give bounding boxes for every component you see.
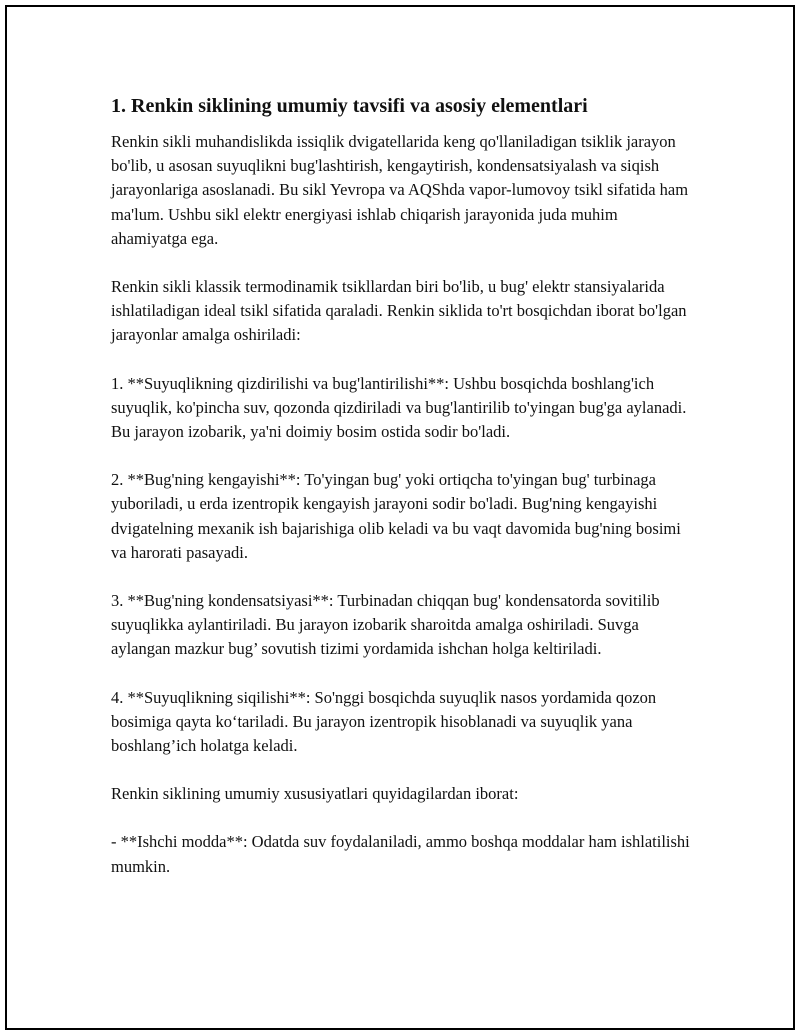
document-title: 1. Renkin siklining umumiy tavsifi va asosiy elementlari bbox=[111, 95, 588, 117]
paragraph-stage-4: 4. **Suyuqlikning siqilishi**: So'nggi bosqichda suyuqlik nasos yordamida qozon bosimiga qayta ko‘tariladi. Bu jarayon izentropik hisoblanadi va suyuqlik yana boshlang’ich holatga keladi. bbox=[111, 687, 657, 756]
paragraph-stage-1: 1. **Suyuqlikning qizdirilishi va bug'lantirilishi**: Ushbu bosqichda boshlang'ich suyuqlik, ko'pincha suv, qozonda qizdiriladi va bug'lantirilib to'yingan bug'ga aylanadi. Bu jarayon izobarik, ya'ni doimiy bosim ostida sodir bo'ladi. bbox=[111, 373, 687, 442]
paragraph-feature-1: - **Ishchi modda**: Odatda suv foydalaniladi, ammo boshqa moddalar ham ishlatilishi mumkin. bbox=[111, 832, 690, 876]
paragraph-stage-3: 3. **Bug'ning kondensatsiyasi**: Turbinadan chiqqan bug' kondensatorda sovitilib suyuqlikka aylantiriladi. Bu jarayon izobarik sharoitda amalga oshiriladi. Suvga aylangan mazkur bug’ sovutish tizimi yordamida ishchan holga keltiriladi. bbox=[111, 591, 660, 659]
paragraph-features-intro: Renkin siklining umumiy xususiyatlari quyidagilardan iborat: bbox=[111, 784, 519, 804]
paragraph-stages-intro: Renkin sikli klassik termodinamik tsikllardan biri bo'lib, u bug' elektr stansiyalarida ishlatiladigan ideal tsikl sifatida qaraladi. Renkin siklida to'rt bosqichdan iborat bo'lgan jarayonlar amalga oshiriladi: bbox=[111, 277, 687, 345]
document-body bbox=[111, 92, 691, 903]
paragraph-intro: Renkin sikli muhandislikda issiqlik dvigatellarida keng qo'llaniladigan tsiklik jarayon bo'lib, u asosan suyuqlikni bug'lashtirish, kengaytirish, kondensatsiyalash va siqish jarayonlariga asoslanadi. Bu sikl Yevropa va AQShda vapor-lumovoy tsikl sifatida ham ma'lum. Ushbu sikl elektr energiyasi ishlab chiqarish jarayonida juda muhim ahamiyatga ega. bbox=[111, 132, 689, 248]
paragraph-stage-2: 2. **Bug'ning kengayishi**: To'yingan bug' yoki ortiqcha to'yingan bug' turbinaga yuboriladi, u erda izentropik kengayish jarayoni sodir bo'ladi. Bug'ning kengayishi dvigatelning mexanik ish bajarishiga olib keladi va bu vaqt davomida bug'ning bosimi va harorati pasayadi. bbox=[111, 470, 681, 562]
